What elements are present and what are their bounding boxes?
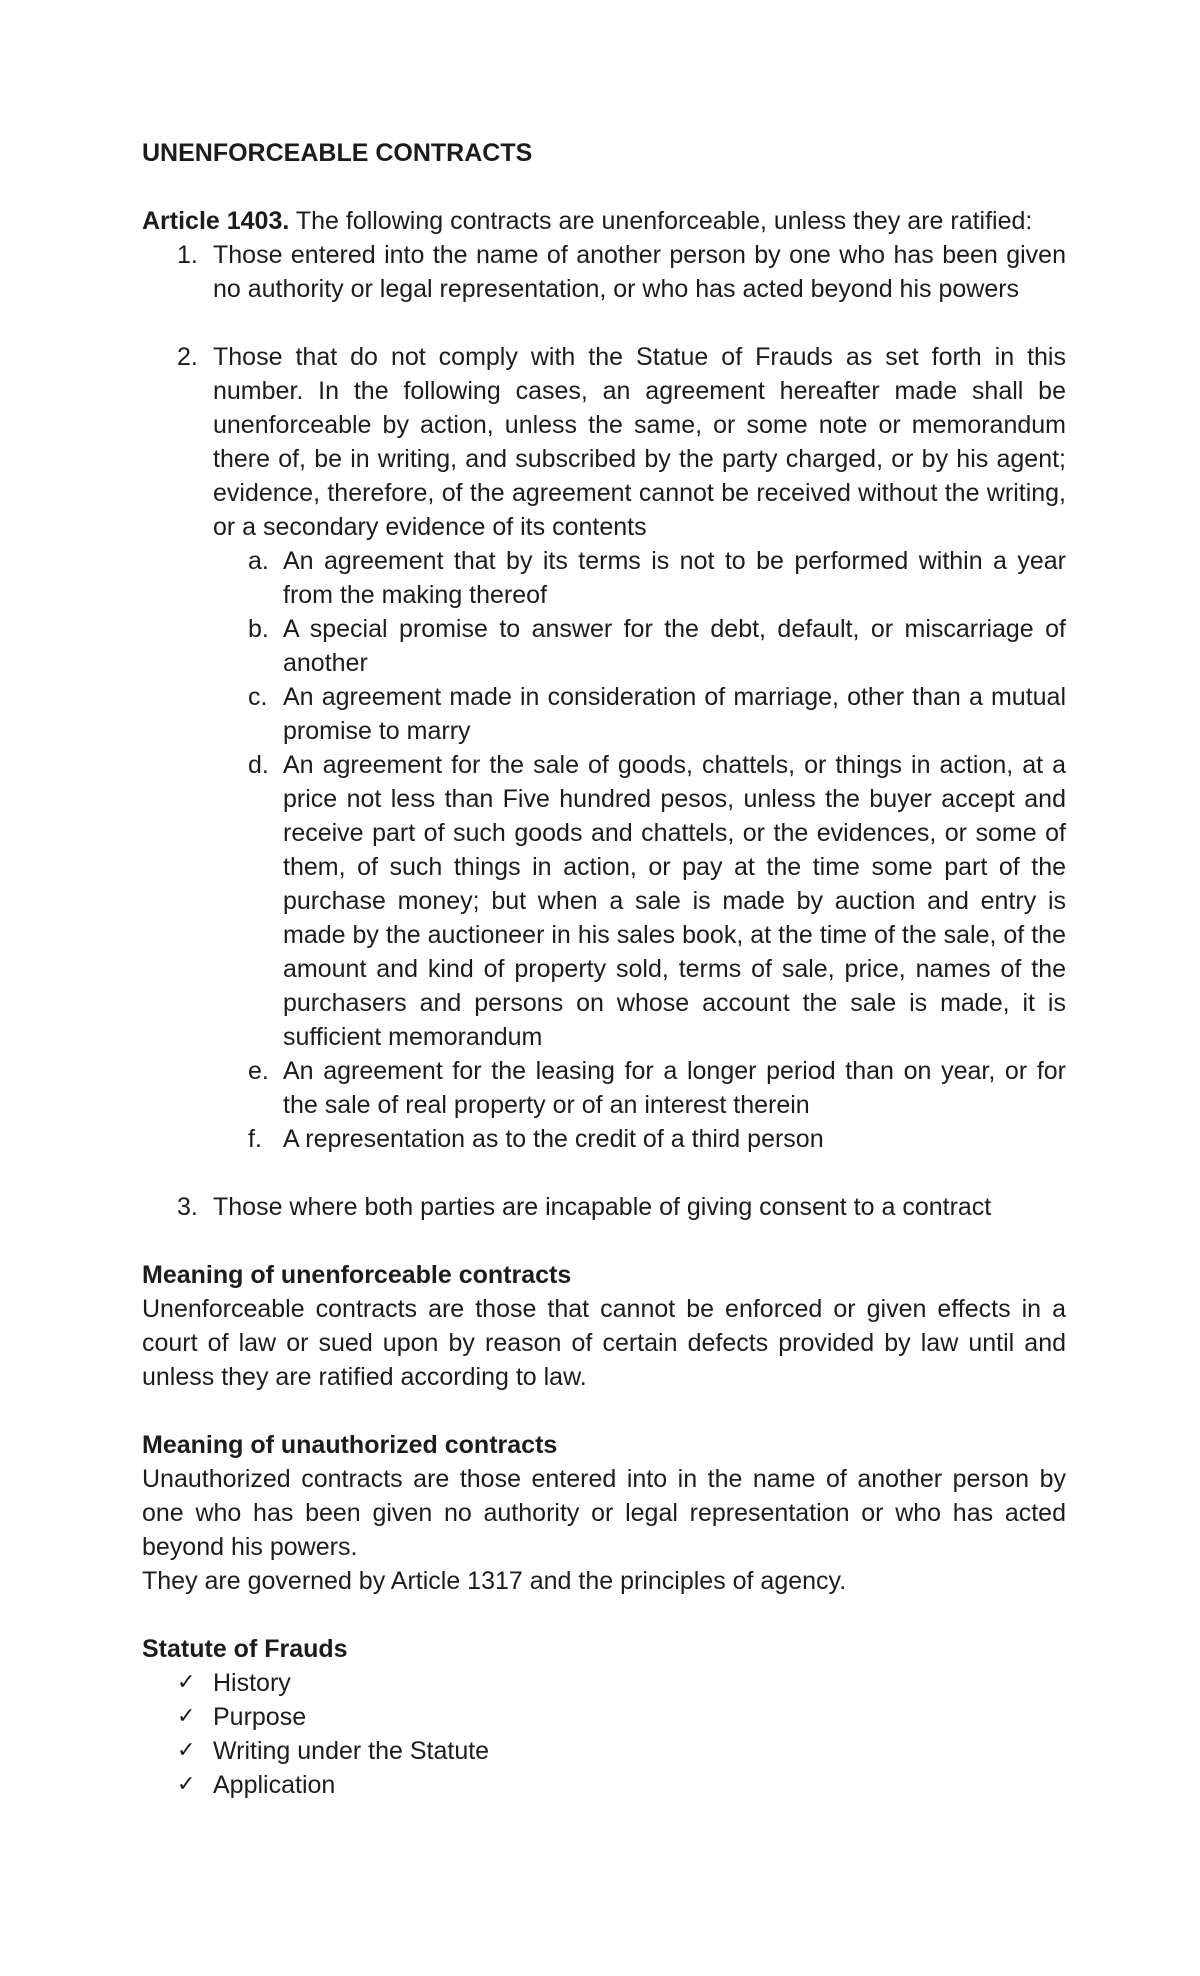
sub-item-text: A special promise to answer for the debt, default, or miscarriage of another	[283, 615, 1066, 677]
sub-item-text: A representation as to the credit of a third person	[283, 1125, 824, 1153]
document-page	[142, 136, 1066, 1802]
item-text: Those entered into the name of another person by one who has been given no authority or legal representation, or who has acted beyond his powers	[213, 241, 1066, 303]
item-text: Those where both parties are incapable of giving consent to a contract	[213, 1193, 992, 1221]
section-statute	[142, 1632, 1066, 1802]
article-intro-text: The following contracts are unenforceable, unless they are ratified:	[289, 207, 1033, 235]
checklist-item	[142, 1768, 1066, 1802]
sub-item-letter: e.	[248, 1057, 269, 1085]
sub-item-letter: b.	[248, 615, 269, 643]
article-item	[142, 238, 1066, 306]
checklist-item-text: Purpose	[213, 1703, 307, 1731]
checkmark-icon: ✓	[177, 1772, 196, 1797]
section-heading: Meaning of unenforceable contracts	[142, 1261, 572, 1289]
sub-item-letter: f.	[248, 1125, 262, 1153]
section-text-2: They are governed by Article 1317 and the principles of agency.	[142, 1567, 847, 1595]
checklist-item-text: Writing under the Statute	[213, 1737, 490, 1765]
article-label: Article 1403.	[142, 207, 290, 235]
article-items-list	[142, 238, 1066, 1224]
sub-item	[212, 612, 1066, 680]
checklist-item-text: History	[213, 1669, 291, 1697]
item-number: 2.	[177, 343, 198, 371]
section-text: Unenforceable contracts are those that cannot be enforced or given effects in a court of law or sued upon by reason of certain defects provided by law until and unless they are ratified according to law.	[142, 1295, 1066, 1391]
sub-item	[212, 748, 1066, 1054]
document-title: UNENFORCEABLE CONTRACTS	[142, 139, 533, 167]
checkmark-icon: ✓	[177, 1704, 196, 1729]
article-item	[142, 1190, 1066, 1224]
checkmark-icon: ✓	[177, 1670, 196, 1695]
checklist-item	[142, 1666, 1066, 1700]
sub-item	[212, 1122, 1066, 1156]
sub-item-text: An agreement for the leasing for a longer period than on year, or for the sale of real property or of an interest therein	[283, 1057, 1066, 1119]
section-unauthorized	[142, 1428, 1066, 1598]
section-text: Unauthorized contracts are those entered into in the name of another person by one who has been given no authority or legal representation or who has acted beyond his powers.	[142, 1465, 1066, 1561]
sub-item	[212, 544, 1066, 612]
sub-item-text: An agreement for the sale of goods, chattels, or things in action, at a price not less than Five hundred pesos, unless the buyer accept and receive part of such goods and chattels, or the evidences, or some of them, of such things in action, or pay at the time some part of the purchase money; but when a sale is made by auction and entry is made by the auctioneer in his sales book, at the time of the sale, of the amount and kind of property sold, terms of sale, price, names of the purchasers and persons on whose account the sale is made, it is sufficient memorandum	[283, 751, 1066, 1051]
sub-item	[212, 1054, 1066, 1122]
item-text: Those that do not comply with the Statue of Frauds as set forth in this number. In the following cases, an agreement hereafter made shall be unenforceable by action, unless the same, or some note or memorandum there of, be in writing, and subscribed by the party charged, or by his agent; evidence, therefore, of the agreement cannot be received without the writing, or a secondary evidence of its contents	[213, 343, 1066, 541]
checklist-item	[142, 1734, 1066, 1768]
sub-item	[212, 680, 1066, 748]
sub-item-text: An agreement that by its terms is not to be performed within a year from the making thereof	[283, 547, 1066, 609]
statute-checklist	[142, 1666, 1066, 1802]
sub-items-list	[213, 544, 1066, 1156]
sub-item-letter: d.	[248, 751, 269, 779]
checklist-item-text: Application	[213, 1771, 336, 1799]
sub-item-letter: a.	[248, 547, 269, 575]
item-number: 3.	[177, 1193, 198, 1221]
checkmark-icon: ✓	[177, 1738, 196, 1763]
section-unenforceable	[142, 1258, 1066, 1394]
article-intro	[142, 204, 1066, 238]
section-heading: Meaning of unauthorized contracts	[142, 1431, 558, 1459]
checklist-item	[142, 1700, 1066, 1734]
section-heading: Statute of Frauds	[142, 1635, 348, 1663]
sub-item-letter: c.	[248, 683, 268, 711]
sub-item-text: An agreement made in consideration of marriage, other than a mutual promise to marry	[283, 683, 1066, 745]
article-item	[142, 340, 1066, 1156]
item-number: 1.	[177, 241, 198, 269]
